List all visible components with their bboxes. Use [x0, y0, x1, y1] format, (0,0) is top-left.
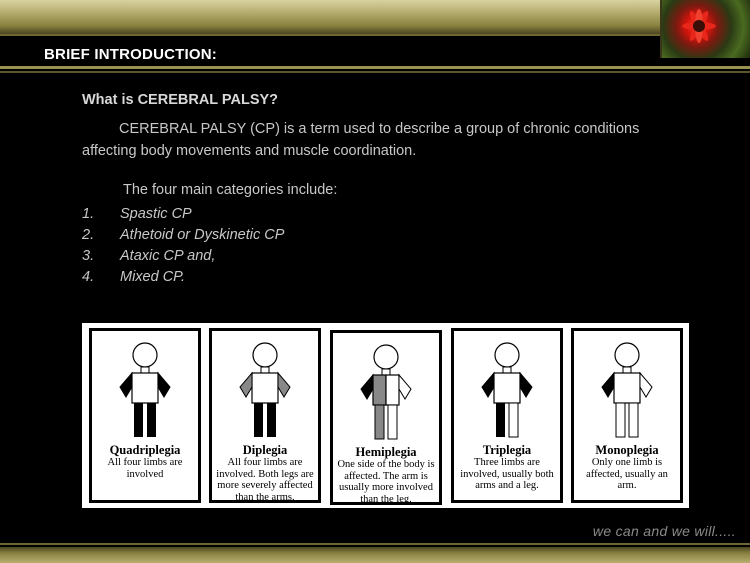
card-name: Hemiplegia	[355, 445, 417, 459]
list-number: 1.	[82, 206, 95, 222]
flower-image	[660, 0, 750, 58]
bottom-rule	[0, 543, 750, 545]
section-title: BRIEF INTRODUCTION:	[44, 46, 217, 63]
card-description: Only one limb is affected, usually an arm.	[586, 457, 668, 491]
card-description: All four limbs are involved. Both legs are more severely affected than the arms.	[216, 457, 314, 503]
card-quadriplegia	[89, 328, 201, 503]
card-name: Triplegia	[482, 443, 532, 457]
figure-monoplegia-icon	[574, 331, 680, 441]
list-label: Athetoid or Dyskinetic CP	[120, 227, 285, 243]
list-number: 2.	[82, 227, 95, 243]
question-heading: What is CEREBRAL PALSY?	[82, 92, 279, 108]
header-rule-thin	[0, 71, 750, 73]
list-label: Spastic CP	[120, 206, 192, 222]
list-number: 3.	[82, 248, 95, 264]
list-label: Ataxic CP and,	[120, 248, 216, 264]
figure-diplegia-icon	[212, 331, 318, 441]
figure-hemiplegia-icon	[333, 333, 439, 443]
header-rule	[0, 66, 750, 69]
card-name: Diplegia	[242, 443, 288, 457]
figure-quadriplegia-icon	[92, 331, 198, 441]
card-monoplegia	[571, 328, 683, 503]
card-description: One side of the body is affected. The arm is usually more involved than the leg.	[337, 459, 435, 505]
bottom-gold-band	[0, 547, 750, 563]
cp-types-figure	[82, 323, 689, 508]
top-rule	[0, 34, 750, 36]
card-name: Monoplegia	[595, 443, 659, 457]
card-description: Three limbs are involved, usually both arms and a leg.	[460, 457, 554, 491]
list-number: 4.	[82, 269, 95, 285]
card-description: All four limbs are involved	[107, 457, 183, 480]
card-diplegia	[209, 328, 321, 503]
definition-paragraph	[82, 118, 682, 162]
card-name: Quadriplegia	[109, 443, 181, 457]
categories-intro: The four main categories include:	[123, 182, 338, 198]
top-gold-band	[0, 0, 750, 34]
card-hemiplegia	[330, 330, 442, 505]
footer-tagline: we can and we will.....	[592, 523, 736, 539]
list-label: Mixed CP.	[120, 269, 186, 285]
figure-triplegia-icon	[454, 331, 560, 441]
definition-text: CEREBRAL PALSY (CP) is a term used to describe a group of chronic conditions affecting body movements and muscle coordination.	[82, 121, 640, 159]
card-triplegia	[451, 328, 563, 503]
